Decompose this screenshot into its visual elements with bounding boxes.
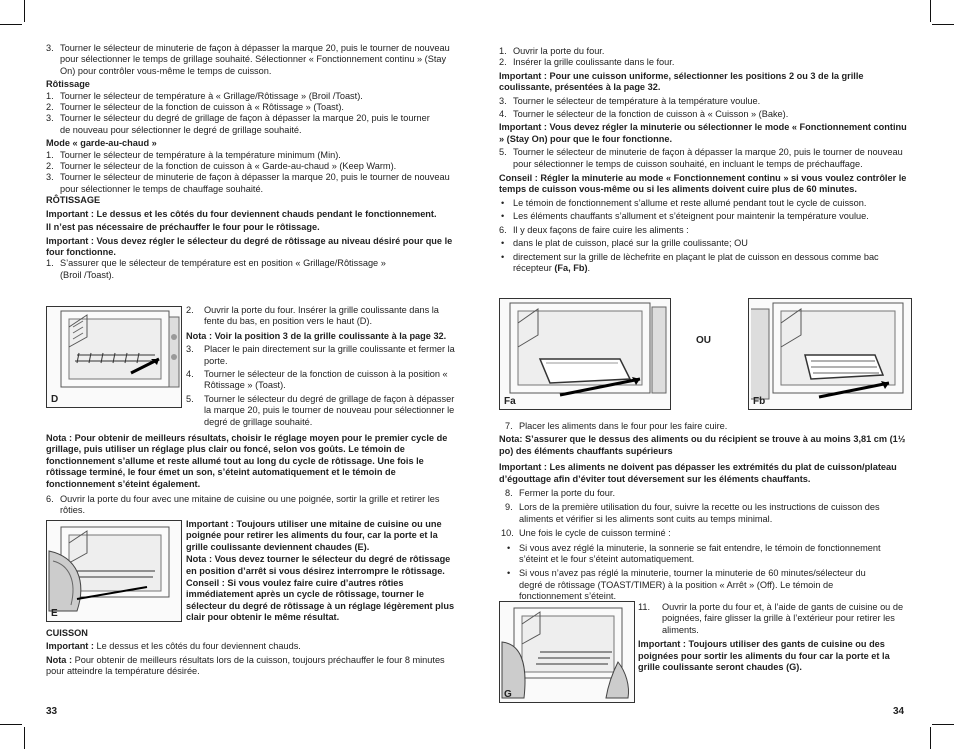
item-number: 3. xyxy=(499,95,507,106)
bullet-icon: • xyxy=(501,211,505,222)
figure-fa-baking-pan xyxy=(499,298,671,410)
item-number: 3. xyxy=(46,172,54,183)
bullet-item xyxy=(499,543,889,566)
item-text: Tourner le sélecteur de minuterie de façon à dépasser la marque 20, puis le tourner de nouveau pour sélectionner le temps de grillage souhaité. Sélectionner « Fonctionnement continu » (Stay On) pour contrôler vous-même le temps de cuisson. xyxy=(60,43,450,76)
section-heading: RÔTISSAGE xyxy=(46,195,101,206)
figure-fb-broil-rack xyxy=(748,298,912,410)
oven-broil-rack-illustration-icon xyxy=(749,299,911,409)
note: Nota : Pour obtenir de meilleurs résultats, choisir le réglage moyen pour le premier cycle de grillage, puis utiliser un réglage plus clair ou foncé, selon vos goûts. Le témoin de fonctionnement s’allume et reste allumé tout au long du cycle de rôtissage. Une fois le rôtissage terminé, le four émet un son, s’éteint automatiquement et le témoin de fonctionnement s’éteint également. xyxy=(46,433,448,489)
figure-d-oven-rack xyxy=(46,306,182,408)
list-item xyxy=(46,494,458,517)
tip: Conseil : Régler la minuterie au mode « Fonctionnement continu » si vous voulez contrôler le temps de cuisson vous-même ou si les aliments doivent cuire plus de 60 minutes. xyxy=(499,173,907,195)
list-item xyxy=(499,96,911,107)
item-text: Ouvrir la porte du four et, à l’aide de gants de cuisine ou de poignées, faire glisser la grille à l’extérieur pour retirer les aliments. xyxy=(662,602,904,635)
item-text: Placer les aliments dans le four pour les faire cuire. xyxy=(519,421,728,431)
figure-ref: (Fa, Fb) xyxy=(554,262,588,273)
note xyxy=(46,655,458,678)
list-item xyxy=(46,258,400,281)
item-text: Tourner le sélecteur du degré de grillage de façon à dépasser la marque 20, puis le tourner de nouveau pour sélectionner le degré de grillage souhaité. xyxy=(60,113,430,135)
bullet-icon: • xyxy=(501,238,505,249)
item-text: Placer le pain directement sur la grille coulissante et fermer la porte. xyxy=(204,344,455,366)
right-column-top xyxy=(499,46,911,274)
page-number: 33 xyxy=(46,706,58,717)
crop-mark xyxy=(930,727,931,749)
list-item xyxy=(46,161,458,172)
list-item xyxy=(46,150,458,161)
item-text: Tourner le sélecteur de la fonction de cuisson à « Cuisson » (Bake). xyxy=(513,109,789,120)
crop-mark xyxy=(0,724,22,725)
item-number: 1. xyxy=(499,46,507,56)
important-note xyxy=(46,641,458,652)
oven-mitt-illustration-icon xyxy=(47,521,181,621)
figure-g-text xyxy=(638,602,910,673)
figure-label: Fa xyxy=(504,395,516,407)
bullet-item xyxy=(499,211,911,222)
bullet-icon: • xyxy=(501,251,505,262)
item-text: Ouvrir la porte du four. xyxy=(513,46,605,56)
page-number: 34 xyxy=(893,706,905,717)
crop-mark xyxy=(932,724,954,725)
item-number: 3. xyxy=(46,113,54,124)
left-column-top xyxy=(46,43,458,281)
list-item xyxy=(499,57,911,68)
list-item xyxy=(499,421,911,432)
crop-mark xyxy=(24,727,25,749)
item-text: Tourner le sélecteur de la fonction de cuisson à « Garde-au-chaud » (Keep Warm). xyxy=(60,161,397,172)
list-item xyxy=(186,369,458,392)
item-number: 1. xyxy=(46,149,54,160)
item-text: Si vous avez réglé la minuterie, la sonnerie se fait entendre, le témoin de fonctionnement s’éteint et le four s’éteint automatiquement. xyxy=(519,542,881,565)
item-text: Une fois le cycle de cuisson terminé : xyxy=(519,528,671,539)
list-item xyxy=(499,502,911,525)
item-number: 3. xyxy=(46,43,54,53)
bullet-icon: • xyxy=(507,542,511,553)
list-item xyxy=(499,109,911,120)
list-item xyxy=(46,113,440,136)
right-column-mid xyxy=(499,421,911,603)
item-text: Fermer la porte du four. xyxy=(519,488,616,499)
figure-d-text xyxy=(186,305,458,428)
list-item xyxy=(186,344,458,367)
list-item xyxy=(499,46,911,57)
important-note: Important : Le dessus et les côtés du four deviennent chauds pendant le fonctionnement. xyxy=(46,208,437,219)
crop-mark xyxy=(0,24,22,25)
text: Pour obtenir de meilleurs résultats lors de la cuisson, toujours préchauffer le four 8 minutes pour atteindre la température désirée. xyxy=(46,654,445,677)
important-note: Il n’est pas nécessaire de préchauffer le four pour le rôtissage. xyxy=(46,222,320,233)
item-number: 4. xyxy=(186,369,194,380)
item-text: Lors de la première utilisation du four, suivre la recette ou les instructions de cuisson des aliments et vérifier si les aliments sont cuits au temps minimal. xyxy=(519,502,880,524)
figure-e-mitt xyxy=(46,520,182,622)
or-label: OU xyxy=(696,335,711,346)
item-text: Ouvrir la porte du four avec une mitaine de cuisine ou une poignée, sortir la grille et retirer les rôties. xyxy=(60,494,440,516)
list-item xyxy=(499,147,911,170)
item-text: Tourner le sélecteur de minuterie de façon à dépasser la marque 20, puis le tourner de nouveau pour sélectionner le temps de cuisson souhaité, en incluant le temps de préchauffage. xyxy=(513,147,903,169)
item-number: 2. xyxy=(46,102,54,113)
item-text: Tourner le sélecteur de minuterie de façon à dépasser la marque 20, puis le tourner de nouveau pour sélectionner le temps de chauffage souhaité. xyxy=(60,172,450,194)
oven-gloves-illustration-icon xyxy=(500,602,634,702)
figure-label: Fb xyxy=(753,395,766,407)
crop-mark xyxy=(932,24,954,25)
section-heading: CUISSON xyxy=(46,628,88,638)
item-number: 9. xyxy=(505,502,513,513)
list-item xyxy=(46,102,458,113)
tip: Conseil : Si vous voulez faire cuire d’autres rôties immédiatement après un cycle de rôtissage, tourner le sélecteur du degré de rôtissage à un réglage légèrement plus clair pour obtenir le même résultat. xyxy=(186,578,455,623)
bullet-item xyxy=(499,198,911,209)
important-note: Important : Toujours utiliser une mitaine de cuisine ou une poignée pour retirer les aliments du four, car la porte et la grille coulissante deviennent chaudes (E). xyxy=(186,519,442,552)
item-text: S’assurer que le sélecteur de température est en position « Grillage/Rôtissage » (Broil /Toast). xyxy=(60,258,386,280)
bullet-icon: • xyxy=(507,568,511,579)
left-column-bottom xyxy=(46,628,458,678)
list-item xyxy=(499,488,911,499)
important-note: Important : Les aliments ne doivent pas dépasser les extrémités du plat de cuisson/plateau d’égouttage afin d’éviter tout déversement sur les éléments chauffants. xyxy=(499,462,897,484)
item-number: 10. xyxy=(501,528,514,539)
item-number: 2. xyxy=(186,305,194,315)
bullet-item xyxy=(499,238,911,249)
label: Nota : xyxy=(46,654,73,665)
bullet-item xyxy=(499,568,889,602)
item-number: 2. xyxy=(46,161,54,172)
item-text: Tourner le sélecteur du degré de grillage de façon à dépasser la marque 20, puis le tourner de nouveau pour sélectionner le degré de grillage souhaité. xyxy=(204,393,455,427)
item-text: Il y deux façons de faire cuire les aliments : xyxy=(513,224,689,235)
list-item xyxy=(186,394,458,428)
important-note: Important : Vous devez régler le sélecteur du degré de rôtissage au niveau désiré pour que le four fonctionne. xyxy=(46,235,453,257)
left-column-mid xyxy=(46,433,458,517)
figure-label: G xyxy=(504,688,512,700)
crop-mark xyxy=(930,0,931,22)
item-text: dans le plat de cuisson, placé sur la grille coulissante; OU xyxy=(513,238,748,249)
item-number: 3. xyxy=(186,344,194,355)
item-text: Ouvrir la porte du four. Insérer la grille coulissante dans la fente du bas, en position vers le haut (D). xyxy=(204,305,439,327)
item-text: Si vous n’avez pas réglé la minuterie, tourner la minuterie de 60 minutes/sélecteur du degré de rôtissage (TOAST/TIMER) à la position « Arrêt » (Off). Le témoin de fonctionnement s’éteint. xyxy=(519,568,866,602)
section-heading: Rôtissage xyxy=(46,79,90,90)
list-item xyxy=(46,43,458,77)
bullet-item xyxy=(499,252,893,275)
important-note: Important : Vous devez régler la minuterie ou sélectionner le mode « Fonctionnement continu » (Stay On) pour que le four fonctionne. xyxy=(499,122,907,144)
item-number: 2. xyxy=(499,57,507,68)
section-heading: Mode « garde-au-chaud » xyxy=(46,138,157,149)
note: Nota : Voir la position 3 de la grille coulissante à la page 32. xyxy=(186,330,447,341)
item-number: 5. xyxy=(499,147,507,158)
item-text: directement sur la grille de lèchefrite en plaçant le plat de cuisson en dessous comme bac récepteur xyxy=(513,251,879,273)
item-number: 1. xyxy=(46,90,54,101)
item-text: Les éléments chauffants s’allument et s’éteignent pour maintenir la température voulue. xyxy=(513,211,869,222)
bullet-icon: • xyxy=(501,197,505,208)
item-number: 1. xyxy=(46,258,54,269)
list-item xyxy=(186,305,458,328)
item-text: Tourner le sélecteur de température à « Grillage/Rôtissage » (Broil /Toast). xyxy=(60,90,363,101)
item-text: . xyxy=(587,262,591,273)
label: Important : xyxy=(46,641,94,652)
figure-label: E xyxy=(51,607,58,619)
item-number: 7. xyxy=(505,421,513,431)
item-text: Tourner le sélecteur de température à la température minimum (Min). xyxy=(60,149,341,160)
item-number: 8. xyxy=(505,488,513,499)
crop-mark xyxy=(24,0,25,22)
item-text: Insérer la grille coulissante dans le four. xyxy=(513,57,675,68)
item-text: Tourner le sélecteur de la fonction de cuisson à la position « Rôtissage » (Toast). xyxy=(204,369,448,391)
important-note: Important : Pour une cuisson uniforme, sélectionner les positions 2 ou 3 de la grille coulissante, présentées à la page 32. xyxy=(499,70,864,93)
item-number: 6. xyxy=(46,494,54,505)
figure-g-remove-rack xyxy=(499,601,635,703)
figure-label: D xyxy=(51,393,59,405)
item-text: Le témoin de fonctionnement s’allume et reste allumé pendant tout le cycle de cuisson. xyxy=(513,197,867,208)
oven-illustration-icon xyxy=(47,307,181,407)
item-number: 11. xyxy=(638,602,651,612)
item-text: Tourner le sélecteur de température à la température voulue. xyxy=(513,95,761,106)
item-number: 6. xyxy=(499,224,507,235)
item-text: Tourner le sélecteur de la fonction de cuisson à « Rôtissage » (Toast). xyxy=(60,102,344,113)
list-item xyxy=(638,602,910,636)
text: Le dessus et les côtés du four deviennent chauds. xyxy=(93,641,301,652)
item-number: 4. xyxy=(499,109,507,120)
important-note: Important : Toujours utiliser des gants de cuisine ou des poignées pour sortir les aliments du four car la porte et la grille coulissante seront chaudes (G). xyxy=(638,639,890,673)
list-item xyxy=(46,172,458,195)
figure-e-text xyxy=(186,519,458,624)
list-item xyxy=(499,225,911,236)
item-number: 5. xyxy=(186,393,194,404)
note: Nota: S’assurer que le dessus des aliments ou du récipient se trouve à au moins 3,81 cm (1½ po) des éléments chauffants supérieurs xyxy=(499,434,906,456)
list-item xyxy=(499,528,911,539)
note: Nota : Vous devez tourner le sélecteur du degré de rôtissage en position d’arrêt si vous désirez interrompre le rôtissage. xyxy=(186,554,451,576)
oven-pan-illustration-icon xyxy=(500,299,670,409)
list-item xyxy=(46,91,458,102)
